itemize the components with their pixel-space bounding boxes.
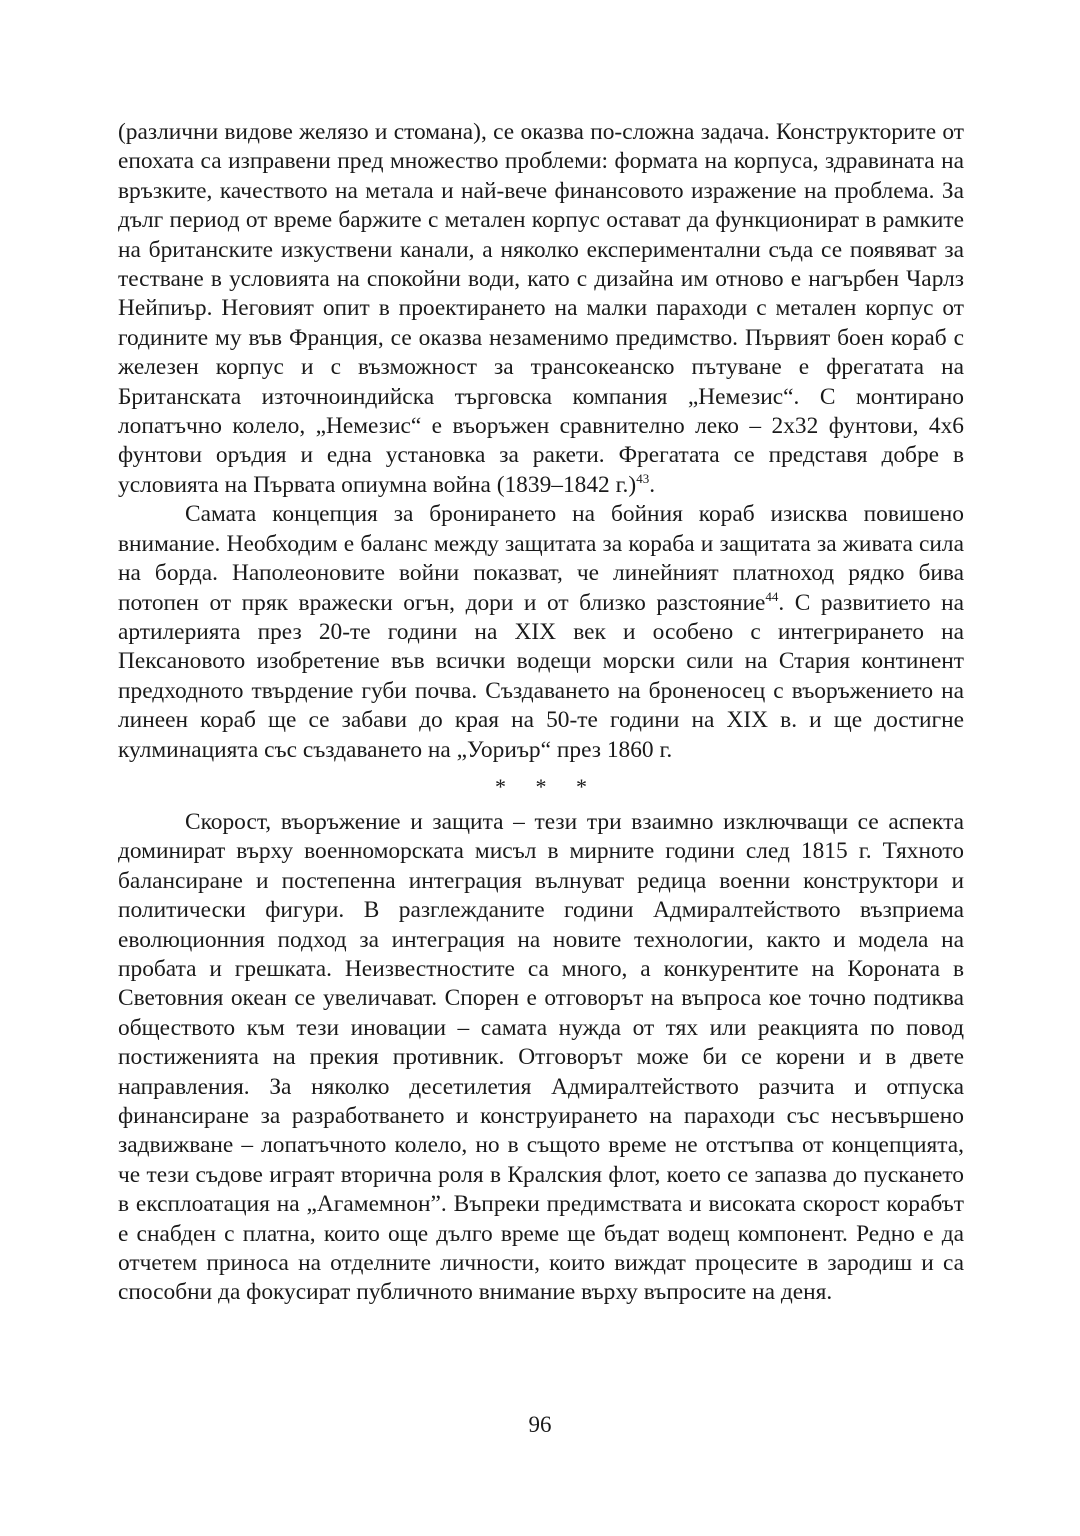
section-separator: * * *	[495, 773, 599, 799]
page-number: 96	[528, 1412, 552, 1437]
paragraph-speed-armament-protection	[118, 808, 964, 1308]
paragraph-continued	[118, 118, 964, 500]
paragraph-text: Скорост, въоръжение и защита – тези три взаимно изключващи се аспекта доминират върху военноморската мисъл в мирните години след 1815 г. Тяхното балансиране и постепенна интеграция вълнуват редица военни конструктори и политически фигури. В разглежданите години Адмиралтейството възприема еволюционния подход за интеграция на новите технологии, както и модела на пробата и грешката. Неизвестностите са много, а конкурентите на Короната в Световния океан се увеличават. Спорен е отговорът на въпроса кое точно подтиква обществото към тези иновации – самата нужда от тях или реакцията по повод постиженията на прекия противник. Отговорът може би се корени и в двете направления. За няколко десетилетия Адмиралтейството разчита и отпуска финансиране за разработването и конструирането на параходи със несъвършено задвижване – лопатъчното колело, но в същото време не отстъпва от концепцията, че тези съдове играят вторична роля в Кралския флот, което се запазва до пускането в експлоатация на „Агамемнон”. Въпреки предимствата и високата скорост корабът е снабден с платна, които още дълго време ще бъдат водещ компонент. Редно е да отчетем приноса на отделните личности, които виждат процесите в зародиш и са способни да фокусират публичното внимание върху въпросите на деня.	[118, 808, 964, 1306]
paragraph-tail: . С развитието на артилерията през 20-те години на XIX век и особено с интегрирането на Пексановото изобретение във всички водещи морски сили на Стария континент предходното твърдение губи почва. Създаването на броненосец с въоръжението на линеен кораб ще се забави до края на 50-те години на XIX в. и ще достигне кулминацията със създаването на „Уориър“ през 1860 г.	[118, 589, 964, 763]
footnote-marker-44[interactable]: 44	[765, 588, 779, 604]
paragraph-tail: .	[649, 471, 656, 498]
page-body	[118, 118, 964, 1308]
footnote-marker-43[interactable]: 43	[636, 471, 650, 487]
paragraph-armor-concept	[118, 500, 964, 765]
paragraph-text: (различни видове желязо и стомана), се оказва по-сложна задача. Конструкторите от епохата са изправени пред множество проблеми: формата на корпуса, здравината на връзките, качеството на метала и най-вече финансовото изражение на проблема. За дълг период от време баржите с метален корпус остават да функционират в рамките на британските изкуствени канали, а няколко експериментални съда се появяват за тестване в условията на спокойни води, като с дизайна им отново е нагърбен Чарлз Нейпиър. Неговият опит в проектирането на малки параходи с метален корпус от годините му във Франция, се оказва незаменимо предимство. Първият боен кораб с железен корпус и с възможност за трансокеанско пътуване е фрегатата на Британската източноиндийска търговска компания „Немезис“. С монтирано лопатъчно колело, „Немезис“ е въоръжен сравнително леко – 2x32 фунтови, 4x6 фунтови оръдия и една установка за ракети. Фрегатата се представя добре в условията на Първата опиумна война (1839–1842 г.)	[118, 119, 964, 498]
paragraph-text: Самата концепция за бронирането на бойния кораб изисква повишено внимание. Необходим е баланс между защитата за кораба и защитата за живата сила на борда. Наполеоновите войни показват, че линейният платноход рядко бива потопен от пряк вражески огън, дори и от близко разстояние	[118, 501, 964, 616]
